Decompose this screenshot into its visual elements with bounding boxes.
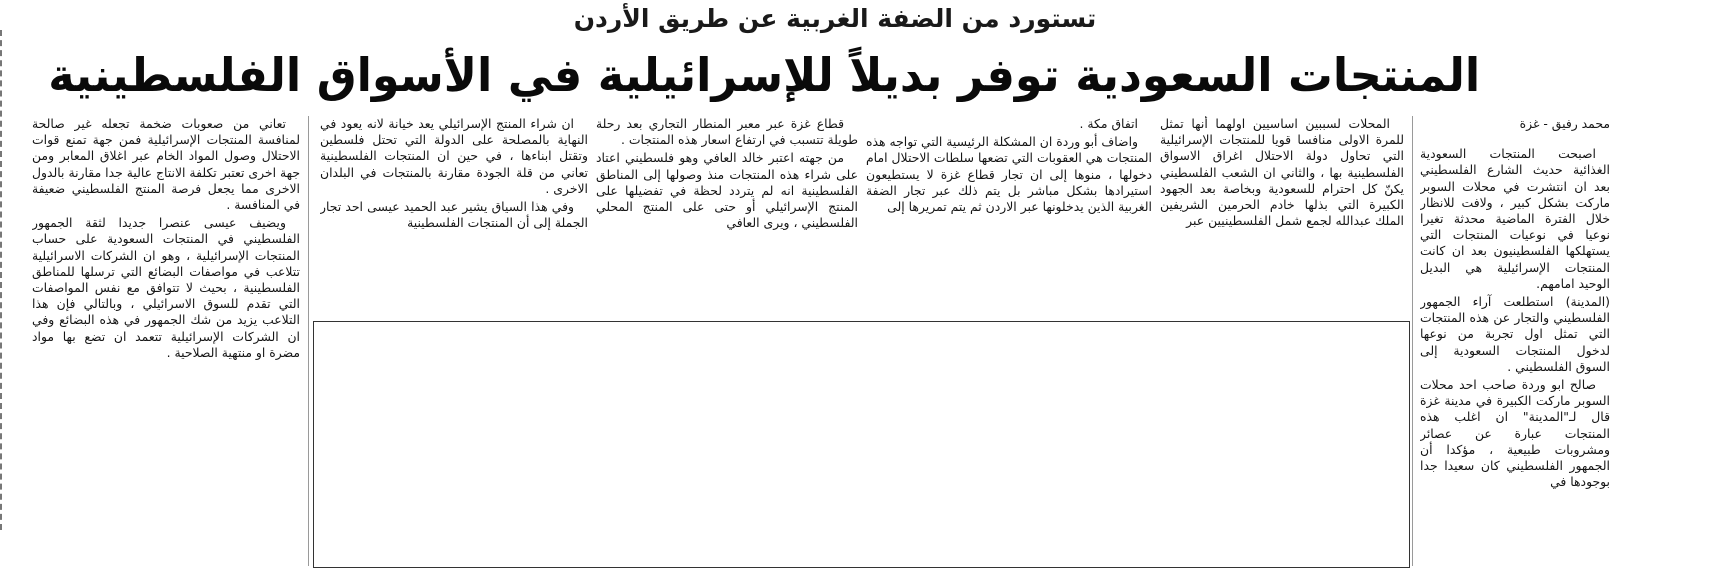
article-kicker: تستورد من الضفة الغربية عن طريق الأردن bbox=[573, 4, 1097, 33]
article-column-1 bbox=[1420, 116, 1610, 566]
article-paragraph: ان شراء المنتج الإسرائيلي يعد خيانة لانه يعود في النهاية بالمصلحة على الدولة التي تحتل فلسطين وتقتل ابناءها ، في حين ان المنتجات الفلسطينية تعاني من قلة الجودة مقارنة بالمنتجات في البلدان الاخرى . bbox=[320, 116, 588, 196]
article-paragraph: وفي هذا السياق يشير عبد الحميد عيسى احد تجار الجملة إلى أن المنتجات الفلسطينية bbox=[320, 199, 588, 231]
article-paragraph: من جهته اعتبر خالد العافي وهو فلسطيني اعتاد على شراء هذه المنتجات منذ وصولها إلى المناطق الفلسطينية انه لم يتردد لحظة في تفضيلها على المنتج الإسرائيلي أو حتى على المنتج المحلي الفلسطيني ، ويرى العافي bbox=[596, 150, 858, 231]
article-paragraph: اتفاق مكة . bbox=[1079, 116, 1138, 131]
photo-placeholder bbox=[313, 321, 1410, 568]
article-paragraph: ويضيف عيسى عنصرا جديدا لثقة الجمهور الفلسطيني في المنتجات السعودية على حساب المنتجات الإسرائيلية ، وهو ان الشركات الاسرائيلية تتلاعب في مواصفات البضائع التي ترسلها للمناطق الفلسطينية ، بحيث لا تتوافق مع نفس المواصفات التي تقدم للسوق الاسرائيلي ، وبالتالي فإن هذا التلاعب يزيد من شك الجمهور في هذه البضائع وفي ان الشركات الإسرائيلية تتعمد ان تضع بها مواد مضرة او منتهية الصلاحية . bbox=[32, 215, 300, 360]
article-paragraph: قطاع غزة عبر معبر المنطار التجاري بعد رحلة طويلة تتسبب في ارتفاع اسعار هذه المنتجات . bbox=[596, 116, 858, 148]
article-byline: محمد رفيق - غزة bbox=[1519, 116, 1610, 131]
article-column-3 bbox=[866, 116, 1152, 316]
article-paragraph: تعاني من صعوبات ضخمة تجعله غير صالحة لمنافسة المنتجات الإسرائيلية فمن جهة تمنع قوات الاحتلال وصول المواد الخام عبر اغلاق المعابر ومن جهة اخرى تعتبر تكلفة الانتاج عالية جدا مقارنة بالدول الاخرى مما يجعل فرصة المنتج الفلسطيني ضعيفة في المنافسة . bbox=[32, 116, 300, 213]
article-column-6 bbox=[32, 116, 300, 566]
article-headline: المنتجات السعودية توفر بديلاً للإسرائيلية في الأسواق الفلسطينية bbox=[48, 48, 1481, 102]
article-column-5 bbox=[320, 116, 588, 316]
article-paragraph: اصبحت المنتجات السعودية الغذائية حديث الشارع الفلسطيني بعد ان انتشرت في محلات السوبر ماركت بشكل كبير ، ولافت للانظار خلال الفترة الماضية محدثة تغيرا نوعيا في نوعيات المنتجات التي يستهلكها الفلسطينيون بعد ان كانت المنتجات الإسرائيلية هي البديل الوحيد امامهم. bbox=[1420, 146, 1610, 291]
column-divider bbox=[308, 116, 309, 566]
article-paragraph: صالح ابو وردة صاحب احد محلات السوبر ماركت الكبيرة في مدينة غزة قال لـ"المدينة" ان اغلب هذه المنتجات عبارة عن عصائر ومشروبات طبيعية ، مؤكدا أن الجمهور الفلسطيني كان سعيدا جدا بوجودها في bbox=[1420, 377, 1610, 490]
article-column-2 bbox=[1160, 116, 1404, 316]
article-body bbox=[0, 116, 1714, 566]
article-column-4 bbox=[596, 116, 858, 316]
article-paragraph: المحلات لسببين اساسيين اولهما أنها تمثل للمرة الاولى منافسا قويا للمنتجات الإسرائيلية التي تحاول دولة الاحتلال اغراق الاسواق الفلسطينية بها ، والثاني ان الشعب الفلسطيني يكنّ كل احترام للسعودية وبخاصة بعد الجهود الكبيرة التي بذلها خادم الحرمين الشريفين الملك عبدالله لجمع شمل الفلسطينيين عبر bbox=[1160, 116, 1404, 229]
article-paragraph: (المدينة) استطلعت آراء الجمهور الفلسطيني والتجار عن هذه المنتجات التي تمثل اول تجربة من نوعها لدخول المنتجات السعودية إلى السوق الفلسطيني . bbox=[1420, 294, 1610, 374]
article-paragraph: واضاف أبو وردة ان المشكلة الرئيسية التي تواجه هذه المنتجات هي العقوبات التي تضعها سلطات الاحتلال امام دخولها ، منوها إلى ان تجار قطاع غزة لا يستطيعون استيرادها بشكل مباشر بل يتم ذلك عبر تجار الضفة الغربية الذين يدخلونها عبر الاردن ثم يتم تمريرها إلى bbox=[866, 134, 1152, 215]
column-divider bbox=[1412, 116, 1413, 566]
